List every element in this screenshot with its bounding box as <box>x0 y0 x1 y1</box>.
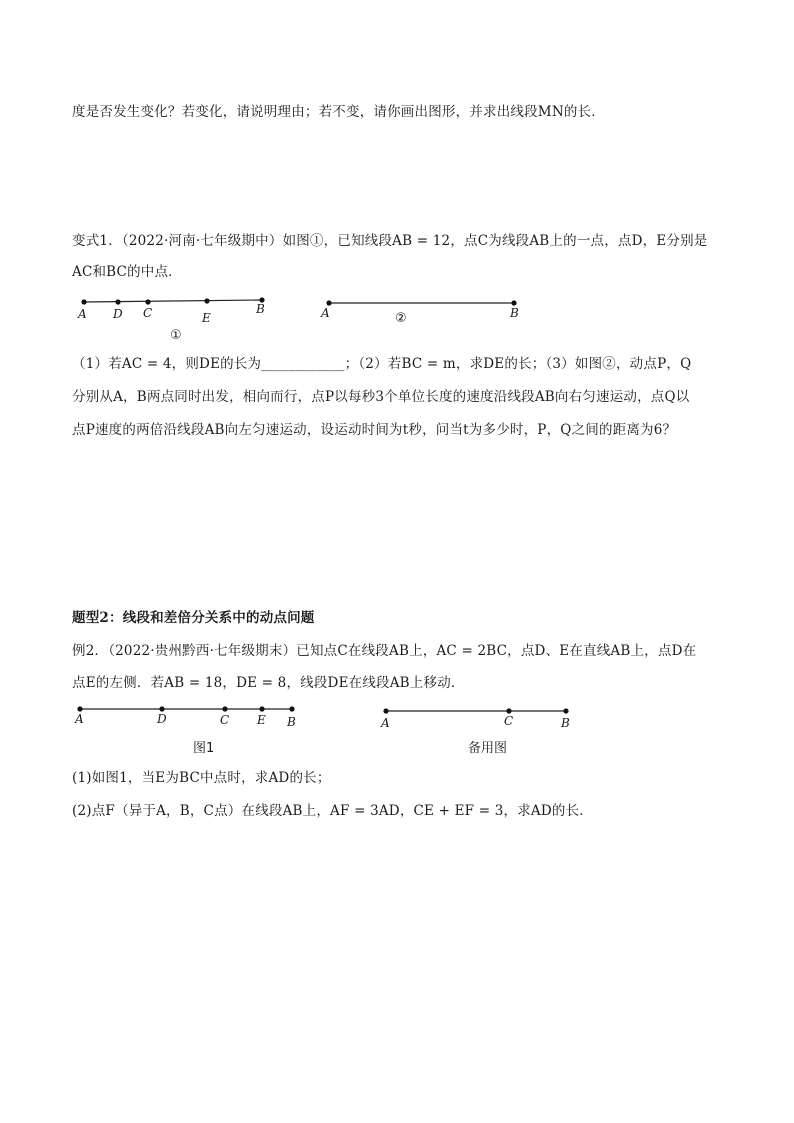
label-b: B <box>510 306 519 320</box>
point-c <box>222 706 227 711</box>
label-b: B <box>256 302 265 316</box>
variant1-question-line2: 分别从A，B两点同时出发，相向而行，点P以每秒3个单位长度的速度沿线段AB向右匀速运动，点Q以 <box>72 389 690 405</box>
label-e: E <box>257 713 266 727</box>
figure-1-caption: 图1 <box>193 741 215 756</box>
section-heading: 题型2：线段和差倍分关系中的动点问题 <box>72 610 315 626</box>
example2-question-1: (1)如图1，当E为BC中点时，求AD的长； <box>72 770 331 786</box>
point-b <box>511 300 516 305</box>
label-a: A <box>381 716 390 730</box>
point-a <box>81 299 86 304</box>
label-c: C <box>143 306 153 320</box>
example2-stem-line2: 点E的左侧．若AB = 18，DE = 8，线段DE在线段AB上移动． <box>72 675 465 691</box>
figure-1-caption: ① <box>170 328 182 343</box>
point-a <box>77 706 82 711</box>
label-b: B <box>287 715 296 729</box>
point-b <box>563 708 568 713</box>
point-e <box>204 298 209 303</box>
point-b <box>289 706 294 711</box>
label-a: A <box>75 712 84 726</box>
label-e: E <box>202 311 211 325</box>
variant1-figure-1 <box>77 297 265 343</box>
label-a: A <box>321 306 330 320</box>
figure-2-caption: ② <box>395 311 407 326</box>
label-c: C <box>220 713 230 727</box>
point-c <box>506 708 511 713</box>
label-c: C <box>504 714 514 728</box>
label-b: B <box>561 716 570 730</box>
segment-ab <box>84 300 262 302</box>
label-d: D <box>157 712 167 726</box>
example2-spare-figure <box>380 708 570 756</box>
variant1-stem-line2: AC和BC的中点． <box>72 264 182 280</box>
variant1-stem-line1: 变式1．（2022·河南·七年级期中）如图①，已知线段AB = 12，点C为线段AB上的一点，点D，E分别是 <box>72 233 708 249</box>
example2-figure-1 <box>74 706 296 756</box>
point-e <box>259 706 264 711</box>
spare-figure-caption: 备用图 <box>468 741 508 756</box>
example2-stem-line1: 例2．（2022·贵州黔西·七年级期末）已知点C在线段AB上，AC = 2BC，点D、E在直线AB上，点D在 <box>72 643 697 659</box>
point-d <box>115 299 120 304</box>
label-a: A <box>78 307 87 321</box>
variant1-question-line1: （1）若AC = 4，则DE的长为____________；（2）若BC = m，求DE的长；（3）如图②，动点P，Q <box>72 356 692 372</box>
point-c <box>145 299 150 304</box>
variant1-question-line3: 点P速度的两倍沿线段AB向左匀速运动，设运动时间为t秒，问当t为多少时，P，Q之间的距离为6？ <box>72 422 677 438</box>
variant1-figure-2 <box>320 300 519 326</box>
intro-text: 度是否发生变化？若变化，请说明理由；若不变，请你画出图形，并求出线段MN的长． <box>72 104 605 120</box>
point-a <box>326 300 331 305</box>
point-d <box>159 706 164 711</box>
point-a <box>383 708 388 713</box>
label-d: D <box>113 307 123 321</box>
example2-question-2: (2)点F（异于A，B，C点）在线段AB上，AF = 3AD，CE + EF = 3，求AD的长． <box>72 803 593 819</box>
